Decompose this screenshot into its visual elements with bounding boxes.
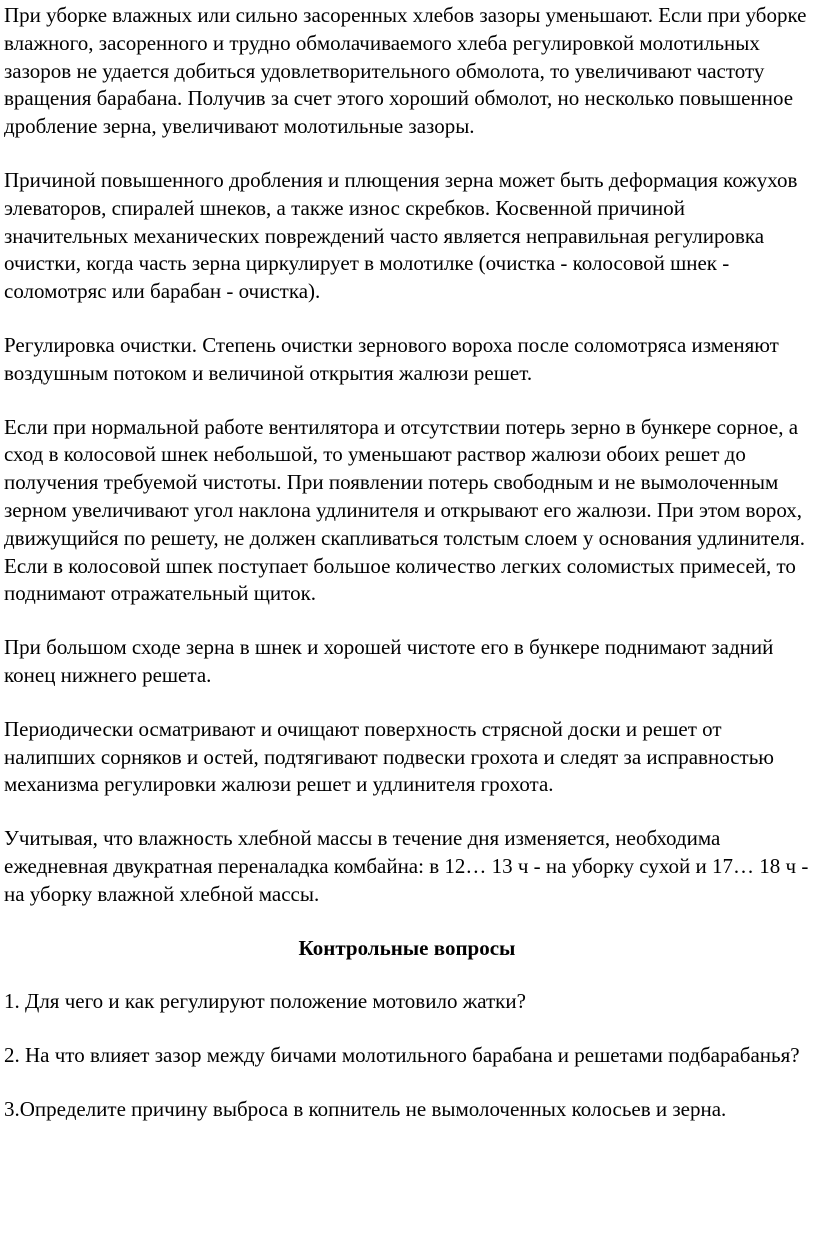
question-item-2: 2. На что влияет зазор между бичами молотильного барабана и решетами подбарабанья? (4, 1043, 800, 1068)
paragraph-threshing-gaps: При уборке влажных или сильно засоренных хлебов зазоры уменьшают. Если при уборке влажного, засоренного и трудно обмолачиваемого хлеба регулировкой молотильных зазоров не удается добиться удовлетворительного обмолота, то увеличивают частоту вращения барабана. Получив за счет этого хороший обмолот, но несколько повышенное дробление зерна, увеличивают молотильные зазоры. (4, 3, 807, 139)
paragraph-grain-damage: Причиной повышенного дробления и плющения зерна может быть деформация кожухов элеваторов, спиралей шнеков, а также износ скребков. Косвенной причиной значительных механических повреждений часто является неправильная регулировка очистки, когда часть зерна циркулирует в молотилке (очистка - колосовой шнек - соломотряс или барабан - очистка). (4, 167, 798, 304)
paragraph-cleaning-adjustment: Регулировка очистки. Степень очистки зернового вороха после соломотряса изменяют воздушным потоком и величиной открытия жалюзи решет. (4, 332, 779, 385)
paragraph-maintenance: Периодически осматривают и очищают поверхность стрясной доски и решет от налипших сорняков и остей, подтягивают подвески грохота и следят за исправностью механизма регулировки жалюзи решет и удлинителя грохота. (4, 716, 774, 797)
paragraph-daily-readjustment: Учитывая, что влажность хлебной массы в течение дня изменяется, необходима ежедневная двукратная переналадка комбайна: в 12… 13 ч - на уборку сухой и 17… 18 ч - на уборку влажной хлебной массы. (4, 826, 809, 906)
question-item-3: 3.Определите причину выброса в копнитель не вымолоченных колосьев и зерна. (4, 1096, 727, 1121)
paragraph-sieve-louvers: Если при нормальной работе вентилятора и отсутствии потерь зерно в бункере сорное, а сход в колосовой шнек небольшой, то уменьшают раствор жалюзи обоих решет до получения требуемой чистоты. При появлении потерь свободным и не вымолоченным зерном увеличивают угол наклона удлинителя и открывают его жалюзи. При этом ворох, движущийся по решету, не должен скапливаться толстым слоем у основания удлинителя. Если в колосовой шпек поступает большое количество легких соломистых примесей, то поднимают отражательный щиток. (4, 414, 805, 606)
question-item-1: 1. Для чего и как регулируют положение мотовило жатки? (4, 989, 526, 1014)
paragraph-lower-sieve: При большом сходе зерна в шнек и хорошей чистоте его в бункере поднимают задний конец нижнего решета. (4, 635, 774, 687)
section-heading-control-questions: Контрольные вопросы (298, 935, 516, 960)
